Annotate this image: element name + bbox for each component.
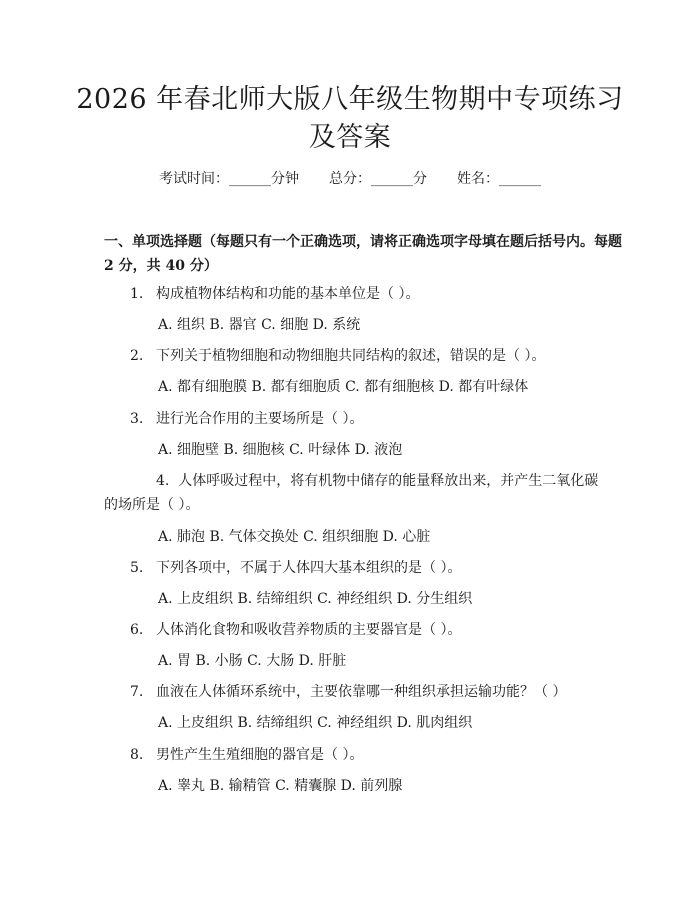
question-7-options: A. 上皮组织 B. 结缔组织 C. 神经组织 D. 肌肉组织 <box>158 715 473 731</box>
question-text: 人体呼吸过程中，将有机物中储存的能量释放出来，并产生二氧化碳的场所是（ ）。 <box>104 473 599 513</box>
question-number: 4. <box>156 473 170 489</box>
question-3-options: A. 细胞壁 B. 细胞核 C. 叶绿体 D. 液泡 <box>158 442 403 458</box>
question-number: 6. <box>130 622 144 638</box>
question-number: 2. <box>130 348 144 364</box>
question-4-options: A. 肺泡 B. 气体交换处 C. 组织细胞 D. 心脏 <box>158 529 431 545</box>
question-3 <box>104 407 604 431</box>
question-8-options: A. 睾丸 B. 输精管 C. 精囊腺 D. 前列腺 <box>158 778 403 794</box>
question-text: 进行光合作用的主要场所是（ ）。 <box>156 411 364 427</box>
question-number: 1. <box>130 286 144 302</box>
question-1-options: A. 组织 B. 器官 C. 细胞 D. 系统 <box>158 317 361 333</box>
question-number: 3. <box>130 411 144 427</box>
question-5-options: A. 上皮组织 B. 结缔组织 C. 神经组织 D. 分生组织 <box>158 591 473 607</box>
name-label: 姓名：______ <box>457 171 541 187</box>
question-4 <box>104 469 604 517</box>
question-number: 5. <box>130 560 144 576</box>
document-title-line1: 2026 年春北师大版八年级生物期中专项练习 <box>76 84 624 115</box>
question-text: 下列各项中，不属于人体四大基本组织的是（ ）。 <box>156 560 462 576</box>
question-5 <box>104 556 604 580</box>
total-score-label: 总分：______分 <box>329 171 427 187</box>
question-text: 血液在人体循环系统中，主要依靠哪一种组织承担运输功能？（ ） <box>156 684 567 700</box>
question-text: 下列关于植物细胞和动物细胞共同结构的叙述，错误的是（ ）。 <box>156 348 546 364</box>
question-6 <box>104 618 604 642</box>
question-6-options: A. 胃 B. 小肠 C. 大肠 D. 肝脏 <box>158 653 347 669</box>
question-text: 男性产生生殖细胞的器官是（ ）。 <box>156 747 364 763</box>
question-number: 7. <box>130 684 144 700</box>
question-1 <box>104 282 604 306</box>
question-number: 8. <box>130 747 144 763</box>
section-title: 一、单项选择题（每题只有一个正确选项，请将正确选项字母填在题后括号内。每题 2 分，共 40 分） <box>104 234 622 274</box>
question-2 <box>104 344 604 368</box>
question-text: 人体消化食物和吸收营养物质的主要器官是（ ）。 <box>156 622 462 638</box>
question-8 <box>104 743 604 767</box>
question-text: 构成植物体结构和功能的基本单位是（ ）。 <box>156 286 420 302</box>
question-2-options: A. 都有细胞膜 B. 都有细胞质 C. 都有细胞核 D. 都有叶绿体 <box>158 379 529 395</box>
exam-meta <box>0 168 700 188</box>
question-7 <box>104 680 604 704</box>
document-title-line2: 及答案 <box>308 122 392 153</box>
exam-time-label: 考试时间：______分钟 <box>159 171 299 187</box>
